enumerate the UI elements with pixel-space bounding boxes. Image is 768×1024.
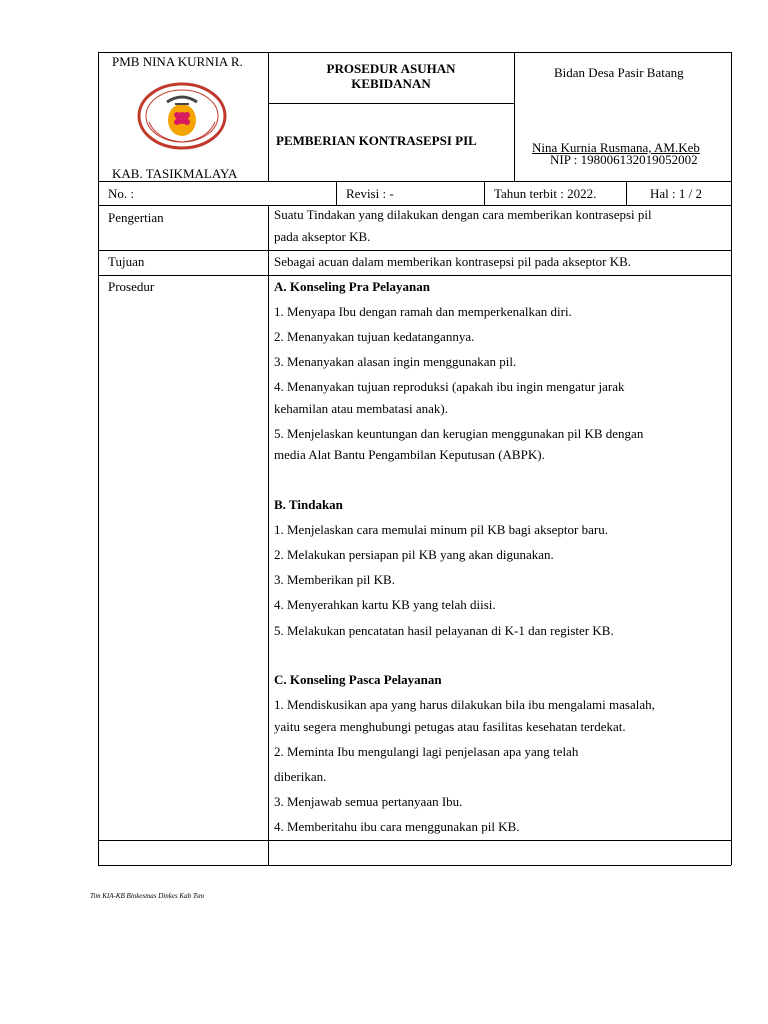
tujuan-text: Sebagai acuan dalam memberikan kontrasepsi pil pada akseptor KB.	[274, 254, 632, 269]
list-item-continuation: media Alat Bantu Pengambilan Keputusan (ABPK).	[274, 447, 545, 462]
list-item: 1. Menyapa Ibu dengan ramah dan memperkenalkan diri.	[274, 304, 572, 319]
label-tujuan: Tujuan	[108, 254, 145, 269]
list-item: 2. Melakukan persiapan pil KB yang akan digunakan.	[274, 547, 554, 562]
label-pengertian: Pengertian	[108, 210, 164, 225]
signer-nip: NIP : 198006132019052002	[550, 152, 698, 167]
section-c-title: C. Konseling Pasca Pelayanan	[274, 672, 442, 687]
pengertian-line-2: pada akseptor KB.	[274, 229, 371, 244]
revision: Revisi : -	[346, 186, 394, 201]
list-item: 1. Mendiskusikan apa yang harus dilakukan bila ibu mengalami masalah,	[274, 697, 655, 712]
title-line-2: KEBIDANAN	[351, 76, 431, 91]
list-item: 3. Memberikan pil KB.	[274, 572, 395, 587]
publication-year: Tahun terbit : 2022.	[494, 186, 597, 201]
list-item: 5. Melakukan pencatatan hasil pelayanan di K-1 dan register KB.	[274, 623, 614, 638]
doc-number: No. :	[108, 186, 134, 201]
logo-icon	[137, 82, 227, 150]
document-subtitle: PEMBERIAN KONTRASEPSI PIL	[276, 133, 477, 148]
unit-name: Bidan Desa Pasir Batang	[554, 65, 684, 80]
section-a-title: A. Konseling Pra Pelayanan	[274, 279, 431, 294]
label-prosedur: Prosedur	[108, 279, 155, 294]
title-line-1: PROSEDUR ASUHAN	[326, 61, 456, 76]
page-number: Hal : 1 / 2	[650, 186, 702, 201]
list-item: 3. Menjawab semua pertanyaan Ibu.	[274, 794, 463, 809]
signer-name: Nina Kurnia Rusmana, AM.Keb	[532, 140, 700, 155]
list-item: 4. Menanyakan tujuan reproduksi (apakah ibu ingin mengatur jarak	[274, 379, 625, 394]
list-item: 1. Menjelaskan cara memulai minum pil KB bagi akseptor baru.	[274, 522, 608, 537]
pengertian-line-1: Suatu Tindakan yang dilakukan dengan cara memberikan kontrasepsi pil	[274, 207, 652, 222]
footer-note: Tim KIA-KB Binkesmas Dinkes Kab Tsm	[90, 892, 204, 900]
ikatan-bidan-indonesia-logo	[137, 82, 227, 150]
list-item-continuation: kehamilan atau membatasi anak).	[274, 401, 448, 416]
list-item-continuation: yaitu segera menghubungi petugas atau fasilitas kesehatan terdekat.	[274, 719, 626, 734]
list-item: 2. Meminta Ibu mengulangi lagi penjelasan apa yang telah	[274, 744, 579, 759]
list-item: 4. Memberitahu ibu cara menggunakan pil KB.	[274, 819, 520, 834]
list-item-continuation: diberikan.	[274, 769, 327, 784]
section-b-title: B. Tindakan	[274, 497, 343, 512]
region-label: KAB. TASIKMALAYA	[112, 166, 238, 181]
list-item: 2. Menanyakan tujuan kedatangannya.	[274, 329, 475, 344]
list-item: 3. Menanyakan alasan ingin menggunakan pil.	[274, 354, 517, 369]
list-item: 5. Menjelaskan keuntungan dan kerugian menggunakan pil KB dengan	[274, 426, 644, 441]
list-item: 4. Menyerahkan kartu KB yang telah diisi.	[274, 597, 496, 612]
org-name: PMB NINA KURNIA R.	[112, 54, 243, 69]
